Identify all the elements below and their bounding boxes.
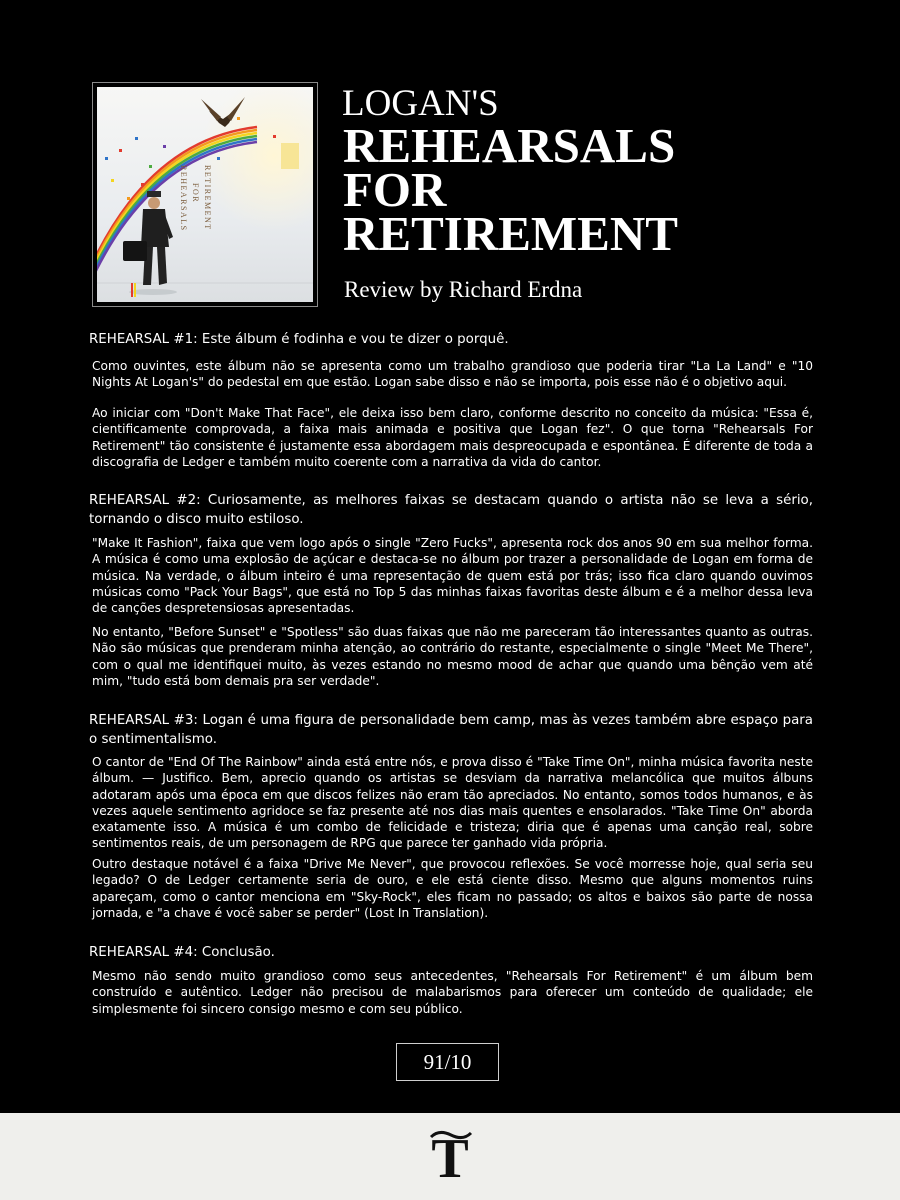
album-cover-art (97, 87, 313, 302)
section-2-paragraph-1: "Make It Fashion", faixa que vem logo após o single "Zero Fucks", apresenta rock dos anos 90 em sua melhor forma. A música é como uma explosão de açúcar e destaca-se no álbum por trazer a personalidade de Logan em forma de música. Na verdade, o álbum inteiro é uma representação de quem está por trás; isso fica claro quando ouvimos músicas como "Pack Your Bags", que está no Top 5 das minhas faixas favoritas deste álbum e é a melhor dessa leva de canções despretensiosas apresentadas. (92, 536, 813, 616)
album-title (343, 118, 863, 261)
section-3-paragraph-2: Outro destaque notável é a faixa "Drive Me Never", que provocou reflexões. Se você morresse hoje, qual seria seu legado? O de Ledger certamente seria de ouro, e ele está ciente disso. Mesmo que alguns momentos ruins apareçam, como o cantor menciona em "Sky-Rock", eles ficam no passado; os altos e baixos são parte de nossa jornada, e "a chave é você saber se perder" (Lost In Translation). (92, 857, 813, 920)
section-2-paragraph-2: No entanto, "Before Sunset" e "Spotless" são duas faixas que não me pareceram tão interessantes quanto as outras. Não são músicas que prenderam minha atenção, ao contrário do restante, especialmente o single "Meet Me There", com o qual me identifiquei muito, às vezes estando no mesmo mood de achar que quando uma bênção vem até mim, "tudo está bom demais pra ser verdade". (92, 625, 813, 688)
newspaper-t-logo-icon (421, 1127, 479, 1187)
album-title-line: FOR (343, 162, 447, 217)
review-byline: Review by Richard Erdna (344, 277, 583, 302)
footer-bar (0, 1113, 900, 1200)
section-1-paragraph-1: Como ouvintes, este álbum não se apresenta como um trabalho grandioso que poderia tirar "La La Land" e "10 Nights At Logan's" do pedestal em que estão. Logan sabe disso e não se importa, pois esse não é o objetivo aqui. (92, 359, 813, 390)
section-4-paragraph-1: Mesmo não sendo muito grandioso como seus antecedentes, "Rehearsals For Retirement" é um álbum bem construído e autêntico. Ledger não precisou de malabarismos para oferecer um conteúdo de qualidade; ele simplesmente foi sincero consigo mesmo e com seu público. (92, 969, 813, 1016)
cover-text-line2: FOR (191, 183, 200, 204)
logo-letter: T (431, 1128, 469, 1187)
section-1-paragraph-2: Ao iniciar com "Don't Make That Face", ele deixa isso bem claro, conforme descrito no conceito da música: "Essa é, cientificamente comprovada, a faixa mais animada e positiva que Logan fez". O que torna "Rehearsals For Retirement" tão consistente é justamente essa abordagem mais despreocupada e espontânea. É diferente de toda a discografia de Ledger e também muito coerente com a narrativa da vida do cantor. (92, 406, 813, 469)
album-title-line: RETIREMENT (343, 206, 678, 261)
section-heading-3: REHEARSAL #3: Logan é uma figura de personalidade bem camp, mas às vezes também abre espaço para o sentimentalismo. (89, 713, 813, 747)
cover-text-line1: REHEARSALS (179, 165, 188, 232)
album-cover (92, 82, 318, 307)
cover-text-line3: RETIREMENT (203, 165, 212, 231)
section-3-paragraph-1: O cantor de "End Of The Rainbow" ainda está entre nós, e prova disso é "Take Time On", minha música favorita neste álbum. — Justifico. Bem, aprecio quando os artistas se desviam da narrativa melancólica que muitos álbuns adotaram após uma época em que discos felizes não eram tão apreciados. No entanto, somos todos humanos, e às vezes aquele sentimento agridoce se faz presente até nos dias mais quentes e ensolarados. "Take Time On" aborda exatamente isso. A música é um combo de felicidade e tristeza; diria que é apenas uma canção real, sobre sentimentos reais, de um personagem de RPG que parece ter ganhado vida própria. (92, 755, 813, 851)
section-heading-2: REHEARSAL #2: Curiosamente, as melhores faixas se destacam quando o artista não se leva a sério, tornando o disco muito estiloso. (89, 493, 813, 527)
section-heading-4: REHEARSAL #4: Conclusão. (89, 945, 275, 960)
section-heading-1: REHEARSAL #1: Este álbum é fodinha e vou te dizer o porquê. (89, 332, 509, 347)
artist-name: LOGAN'S (342, 83, 499, 124)
review-score: 91/10 (396, 1043, 499, 1081)
album-title-line: REHEARSALS (343, 118, 676, 173)
